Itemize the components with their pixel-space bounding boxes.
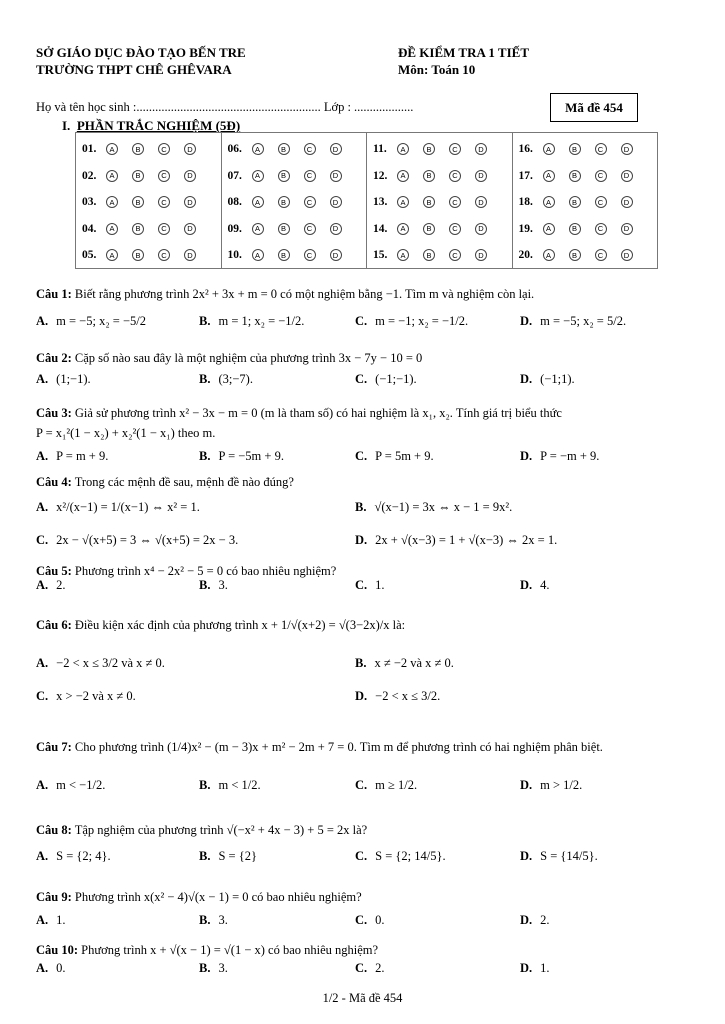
answer-row — [513, 242, 658, 269]
option-letter: D. — [520, 578, 533, 592]
answer-bubble[interactable]: A — [397, 249, 409, 261]
answer-option[interactable] — [36, 961, 66, 976]
answer-option[interactable] — [199, 849, 257, 864]
option-text: (−1;1). — [540, 372, 575, 386]
answer-bubble[interactable]: D — [621, 223, 633, 235]
answer-row — [513, 216, 658, 243]
option-letter: C. — [355, 449, 368, 463]
question-stem — [36, 405, 696, 441]
option-text: P = −m + 9. — [540, 449, 600, 463]
option-text: 1. — [375, 578, 385, 592]
answer-option[interactable] — [520, 578, 550, 593]
answer-bubble[interactable]: B — [423, 223, 435, 235]
answer-option[interactable] — [199, 449, 284, 464]
answer-option[interactable] — [355, 778, 417, 793]
answer-number: 18. — [518, 196, 533, 209]
option-letter: C. — [36, 689, 49, 703]
page-footer: 1/2 - Mã đề 454 — [322, 991, 403, 1005]
answer-bubble[interactable]: D — [330, 249, 342, 261]
answer-number: 02. — [82, 169, 97, 182]
option-letter: D. — [520, 778, 533, 792]
option-text: x²/(x−1) = 1/(x−1) ⇔ x² = 1. — [56, 500, 200, 514]
answer-bubble[interactable]: D — [184, 170, 196, 182]
option-text: 2. — [56, 578, 66, 592]
answer-bubble[interactable]: A — [543, 196, 555, 208]
answer-option[interactable] — [36, 500, 200, 515]
answer-bubble[interactable]: A — [543, 249, 555, 261]
answer-option[interactable] — [355, 500, 512, 515]
answer-option[interactable] — [199, 961, 228, 976]
answer-number: 05. — [82, 249, 97, 262]
option-letter: B. — [199, 913, 211, 927]
answer-bubble[interactable]: D — [330, 196, 342, 208]
option-text: P = 5m + 9. — [375, 449, 434, 463]
question-label: Câu 9: — [36, 890, 72, 904]
exam-code-box: Mã đề 454 — [550, 93, 638, 122]
option-text: P = m + 9. — [56, 449, 109, 463]
option-text: m ≥ 1/2. — [375, 778, 418, 792]
answer-bubble[interactable]: D — [475, 196, 487, 208]
question-text-continued: P = x₁²(1 − x₂) + x₂²(1 − x₁) theo m. — [36, 426, 216, 440]
question-label: Câu 3: — [36, 406, 72, 420]
answer-row — [76, 242, 221, 269]
answer-bubble[interactable]: A — [106, 196, 118, 208]
answer-bubble[interactable]: A — [397, 170, 409, 182]
option-text: m < −1/2. — [56, 778, 106, 792]
option-text: m = −5; x₂ = 5/2. — [540, 314, 627, 328]
option-text: (−1;−1). — [375, 372, 417, 386]
answer-bubble[interactable]: C — [449, 196, 461, 208]
answer-number: 07. — [227, 169, 242, 182]
option-letter: C. — [355, 961, 368, 975]
answer-option[interactable] — [355, 961, 385, 976]
answer-bubble[interactable]: B — [423, 196, 435, 208]
option-letter: A. — [36, 656, 49, 670]
option-text: 2. — [540, 913, 550, 927]
answer-bubble[interactable]: B — [423, 143, 435, 155]
answer-column — [222, 133, 368, 268]
option-text: √(x−1) = 3x ⇔ x − 1 = 9x². — [374, 500, 513, 514]
answer-number: 11. — [373, 143, 387, 156]
answer-bubble[interactable]: D — [330, 143, 342, 155]
answer-bubble[interactable]: B — [132, 223, 144, 235]
option-row — [36, 689, 696, 709]
answer-row — [513, 136, 658, 163]
answer-bubble[interactable]: C — [595, 196, 607, 208]
option-text: −2 < x ≤ 3/2. — [375, 689, 441, 703]
option-text: (1;−1). — [56, 372, 91, 386]
answer-column — [76, 133, 222, 268]
answer-bubble[interactable]: B — [569, 249, 581, 261]
answer-option[interactable] — [36, 656, 165, 671]
answer-option[interactable] — [355, 656, 454, 671]
option-letter: B. — [199, 778, 211, 792]
answer-option[interactable] — [355, 689, 440, 704]
answer-bubble[interactable]: A — [106, 223, 118, 235]
answer-number: 03. — [82, 196, 97, 209]
question-stem — [36, 286, 696, 302]
answer-bubble[interactable]: A — [252, 223, 264, 235]
question-text: Phương trình x⁴ − 2x² − 5 = 0 có bao nhiêu nghiệm? — [74, 564, 337, 578]
answer-bubble[interactable]: A — [252, 143, 264, 155]
option-text: 3. — [218, 913, 228, 927]
answer-bubble[interactable]: C — [158, 249, 170, 261]
answer-row — [222, 216, 367, 243]
answer-option[interactable] — [36, 578, 66, 593]
question-stem — [36, 474, 696, 490]
answer-option[interactable] — [520, 372, 575, 387]
answer-option[interactable] — [355, 449, 434, 464]
option-text: 2. — [375, 961, 385, 975]
option-text: 3. — [218, 578, 228, 592]
option-letter: D. — [520, 849, 533, 863]
option-text: S = {2; 4}. — [56, 849, 111, 863]
question-label: Câu 5: — [36, 564, 72, 578]
answer-row — [76, 136, 221, 163]
question-text: Cặp số nào sau đây là một nghiệm của phương trình 3x − 7y − 10 = 0 — [74, 351, 423, 365]
answer-bubble[interactable]: D — [184, 223, 196, 235]
answer-row — [222, 189, 367, 216]
answer-option[interactable] — [36, 372, 91, 387]
option-letter: C. — [355, 778, 368, 792]
answer-bubble[interactable]: B — [278, 170, 290, 182]
answer-option[interactable] — [36, 689, 136, 704]
answer-bubble[interactable]: C — [595, 143, 607, 155]
option-letter: A. — [36, 913, 49, 927]
option-letter: C. — [355, 314, 368, 328]
answer-option[interactable] — [520, 961, 550, 976]
option-letter: C. — [355, 849, 368, 863]
option-row — [36, 656, 696, 676]
answer-bubble[interactable]: C — [304, 143, 316, 155]
answer-bubble[interactable]: C — [595, 223, 607, 235]
option-text: 1. — [56, 913, 66, 927]
question-stem — [36, 889, 696, 905]
answer-row — [76, 189, 221, 216]
option-letter: B. — [199, 372, 211, 386]
answer-number: 17. — [518, 169, 533, 182]
answer-option[interactable] — [36, 778, 105, 793]
question-stem — [36, 617, 696, 633]
option-row — [36, 778, 696, 798]
option-row — [36, 961, 696, 981]
section-number: I. — [62, 118, 71, 133]
answer-column — [367, 133, 513, 268]
option-letter: A. — [36, 500, 49, 514]
answer-bubble[interactable]: D — [621, 170, 633, 182]
answer-bubble[interactable]: B — [132, 249, 144, 261]
question-text: Tập nghiệm của phương trình √(−x² + 4x − 3) + 5 = 2x là? — [74, 823, 368, 837]
option-letter: B. — [199, 578, 211, 592]
option-text: 2x + √(x−3) = 1 + √(x−3) ⇔ 2x = 1. — [375, 533, 558, 547]
answer-bubble[interactable]: A — [543, 170, 555, 182]
answer-bubble[interactable]: C — [304, 249, 316, 261]
option-letter: D. — [520, 314, 533, 328]
answer-bubble[interactable]: D — [475, 170, 487, 182]
answer-number: 15. — [373, 249, 388, 262]
answer-bubble[interactable]: B — [132, 196, 144, 208]
option-text: x ≠ −2 và x ≠ 0. — [374, 656, 454, 670]
answer-number: 16. — [518, 143, 533, 156]
answer-number: 19. — [518, 222, 533, 235]
answer-option[interactable] — [520, 449, 599, 464]
option-text: 3. — [218, 961, 228, 975]
answer-bubble[interactable]: C — [158, 223, 170, 235]
question-label: Câu 7: — [36, 740, 72, 754]
option-text: 2x − √(x+5) = 3 ⇔ √(x+5) = 2x − 3. — [56, 533, 239, 547]
answer-option[interactable] — [355, 372, 417, 387]
answer-number: 14. — [373, 222, 388, 235]
answer-option[interactable] — [199, 314, 304, 329]
option-letter: C. — [355, 372, 368, 386]
answer-bubble[interactable]: B — [278, 249, 290, 261]
option-text: m > 1/2. — [540, 778, 583, 792]
option-text: S = {2} — [218, 849, 257, 863]
answer-bubble[interactable]: C — [158, 196, 170, 208]
section-label: PHẦN TRẮC NGHIỆM (5Đ) — [76, 118, 241, 133]
answer-option[interactable] — [520, 778, 582, 793]
answer-bubble[interactable]: C — [304, 196, 316, 208]
answer-bubble[interactable]: D — [184, 196, 196, 208]
answer-option[interactable] — [36, 849, 111, 864]
question-text: Cho phương trình (1/4)x² − (m − 3)x + m² − 2m + 7 = 0. Tìm m để phương trình có hai nghiệm phân biệt. — [74, 740, 603, 754]
answer-bubble[interactable]: A — [252, 249, 264, 261]
answer-bubble[interactable]: B — [569, 143, 581, 155]
answer-option[interactable] — [355, 913, 385, 928]
school-header — [36, 44, 246, 78]
question-label: Câu 10: — [36, 943, 79, 957]
option-row — [36, 314, 696, 334]
answer-number: 10. — [227, 249, 242, 262]
answer-row — [222, 136, 367, 163]
option-letter: D. — [520, 961, 533, 975]
answer-bubble[interactable]: B — [278, 143, 290, 155]
answer-option[interactable] — [199, 578, 228, 593]
option-text: m = −1; x₂ = −1/2. — [375, 314, 469, 328]
answer-bubble[interactable]: B — [278, 223, 290, 235]
question-label: Câu 2: — [36, 351, 72, 365]
department-name: SỞ GIÁO DỤC ĐÀO TẠO BẾN TRE — [36, 45, 246, 60]
answer-row — [222, 242, 367, 269]
answer-bubble[interactable]: D — [621, 143, 633, 155]
option-letter: B. — [355, 500, 367, 514]
answer-bubble[interactable]: C — [449, 143, 461, 155]
option-letter: C. — [36, 533, 49, 547]
answer-number: 12. — [373, 169, 388, 182]
option-row — [36, 372, 696, 392]
answer-bubble[interactable]: B — [278, 196, 290, 208]
answer-number: 20. — [518, 249, 533, 262]
answer-bubble[interactable]: A — [106, 143, 118, 155]
answer-number: 06. — [227, 143, 242, 156]
question-stem — [36, 739, 696, 755]
answer-bubble[interactable]: D — [475, 143, 487, 155]
option-text: 4. — [540, 578, 550, 592]
option-text: P = −5m + 9. — [218, 449, 284, 463]
answer-option[interactable] — [199, 913, 228, 928]
option-letter: A. — [36, 449, 49, 463]
answer-bubble[interactable]: C — [595, 249, 607, 261]
option-letter: B. — [199, 449, 211, 463]
answer-bubble[interactable]: C — [449, 249, 461, 261]
option-row — [36, 533, 696, 553]
answer-bubble[interactable]: B — [423, 170, 435, 182]
option-text: x > −2 và x ≠ 0. — [56, 689, 136, 703]
answer-row — [367, 163, 512, 190]
answer-bubble[interactable]: B — [569, 170, 581, 182]
option-text: 1. — [540, 961, 550, 975]
option-letter: B. — [199, 849, 211, 863]
option-row — [36, 849, 696, 869]
question-stem — [36, 350, 696, 366]
option-letter: B. — [199, 314, 211, 328]
answer-number: 01. — [82, 143, 97, 156]
answer-option[interactable] — [36, 913, 66, 928]
answer-row — [367, 189, 512, 216]
answer-row — [513, 163, 658, 190]
answer-row — [222, 163, 367, 190]
question-label: Câu 6: — [36, 618, 72, 632]
answer-bubble[interactable]: D — [621, 196, 633, 208]
answer-option[interactable] — [520, 849, 598, 864]
answer-bubble[interactable]: D — [184, 143, 196, 155]
option-letter: A. — [36, 961, 49, 975]
answer-bubble[interactable]: C — [449, 223, 461, 235]
answer-bubble[interactable]: B — [132, 143, 144, 155]
answer-row — [367, 216, 512, 243]
option-letter: D. — [520, 449, 533, 463]
answer-bubble[interactable]: A — [543, 143, 555, 155]
answer-bubble[interactable]: C — [449, 170, 461, 182]
answer-option[interactable] — [199, 778, 261, 793]
answer-bubble[interactable]: C — [158, 143, 170, 155]
answer-number: 09. — [227, 222, 242, 235]
answer-option[interactable] — [355, 533, 557, 548]
answer-bubble[interactable]: D — [330, 170, 342, 182]
option-letter: D. — [355, 533, 368, 547]
answer-option[interactable] — [355, 578, 385, 593]
answer-bubble[interactable]: A — [106, 170, 118, 182]
option-letter: D. — [520, 372, 533, 386]
answer-bubble[interactable]: A — [397, 196, 409, 208]
answer-number: 04. — [82, 222, 97, 235]
option-letter: A. — [36, 849, 49, 863]
option-letter: A. — [36, 778, 49, 792]
answer-bubble[interactable]: C — [158, 170, 170, 182]
answer-number: 13. — [373, 196, 388, 209]
answer-bubble[interactable]: B — [132, 170, 144, 182]
question-stem — [36, 563, 696, 579]
option-letter: A. — [36, 578, 49, 592]
option-letter: D. — [520, 913, 533, 927]
option-row — [36, 578, 696, 598]
question-text: Biết rằng phương trình 2x² + 3x + m = 0 có một nghiệm bằng −1. Tìm m và nghiệm còn lại. — [74, 287, 535, 301]
school-name: TRƯỜNG THPT CHÊ GHÊVARA — [36, 62, 232, 77]
answer-option[interactable] — [36, 449, 108, 464]
question-label: Câu 1: — [36, 287, 72, 301]
option-text: S = {14/5}. — [540, 849, 598, 863]
answer-bubble[interactable]: D — [475, 249, 487, 261]
question-text: Giả sử phương trình x² − 3x − m = 0 (m là tham số) có hai nghiệm là x₁, x₂. Tính giá trị biểu thức — [74, 406, 562, 420]
option-letter: C. — [355, 913, 368, 927]
question-text: Phương trình x + √(x − 1) = √(1 − x) có bao nhiêu nghiệm? — [81, 943, 379, 957]
answer-bubble[interactable]: B — [569, 223, 581, 235]
answer-option[interactable] — [520, 913, 550, 928]
answer-grid — [75, 132, 658, 269]
student-info-line: Họ và tên học sinh :........................................................... Lớp : ................... — [36, 100, 414, 114]
option-text: m < 1/2. — [218, 778, 261, 792]
option-letter: A. — [36, 314, 49, 328]
answer-bubble[interactable]: A — [252, 170, 264, 182]
option-letter: B. — [199, 961, 211, 975]
answer-row — [367, 136, 512, 163]
answer-row — [513, 189, 658, 216]
option-letter: A. — [36, 372, 49, 386]
answer-number: 08. — [227, 196, 242, 209]
option-text: −2 < x ≤ 3/2 và x ≠ 0. — [56, 656, 165, 670]
question-stem — [36, 942, 696, 958]
option-row — [36, 449, 696, 469]
option-text: 0. — [375, 913, 385, 927]
answer-bubble[interactable]: B — [423, 249, 435, 261]
answer-option[interactable] — [199, 372, 253, 387]
answer-bubble[interactable]: D — [330, 223, 342, 235]
question-text: Điều kiện xác định của phương trình x + 1/√(x+2) = √(3−2x)/x là: — [74, 618, 406, 632]
answer-option[interactable] — [355, 314, 468, 329]
answer-row — [76, 163, 221, 190]
answer-option[interactable] — [36, 314, 146, 329]
option-letter: C. — [355, 578, 368, 592]
question-stem — [36, 822, 696, 838]
answer-row — [76, 216, 221, 243]
answer-bubble[interactable]: D — [621, 249, 633, 261]
option-text: m = 1; x₂ = −1/2. — [218, 314, 305, 328]
answer-bubble[interactable]: A — [252, 196, 264, 208]
option-row — [36, 500, 696, 520]
option-letter: B. — [355, 656, 367, 670]
option-text: (3;−7). — [218, 372, 253, 386]
answer-option[interactable] — [36, 533, 238, 548]
answer-bubble[interactable]: A — [397, 143, 409, 155]
question-label: Câu 4: — [36, 475, 72, 489]
question-label: Câu 8: — [36, 823, 72, 837]
option-text: 0. — [56, 961, 66, 975]
answer-option[interactable] — [355, 849, 446, 864]
option-text: S = {2; 14/5}. — [375, 849, 446, 863]
answer-bubble[interactable]: C — [595, 170, 607, 182]
exam-title: ĐỀ KIỂM TRA 1 TIẾT — [398, 45, 530, 60]
answer-row — [367, 242, 512, 269]
answer-column — [513, 133, 658, 268]
subject: Môn: Toán 10 — [398, 62, 476, 77]
option-letter: D. — [355, 689, 368, 703]
answer-bubble[interactable]: A — [397, 223, 409, 235]
question-text: Phương trình x(x² − 4)√(x − 1) = 0 có bao nhiêu nghiệm? — [74, 890, 362, 904]
exam-header — [398, 44, 529, 78]
answer-bubble[interactable]: B — [569, 196, 581, 208]
answer-bubble[interactable]: C — [304, 170, 316, 182]
answer-option[interactable] — [520, 314, 626, 329]
answer-bubble[interactable]: C — [304, 223, 316, 235]
answer-bubble[interactable]: D — [184, 249, 196, 261]
answer-bubble[interactable]: A — [543, 223, 555, 235]
question-text: Trong các mệnh đề sau, mệnh đề nào đúng? — [74, 475, 294, 489]
option-row — [36, 913, 696, 933]
answer-bubble[interactable]: A — [106, 249, 118, 261]
option-text: m = −5; x₂ = −5/2 — [56, 314, 147, 328]
answer-bubble[interactable]: D — [475, 223, 487, 235]
